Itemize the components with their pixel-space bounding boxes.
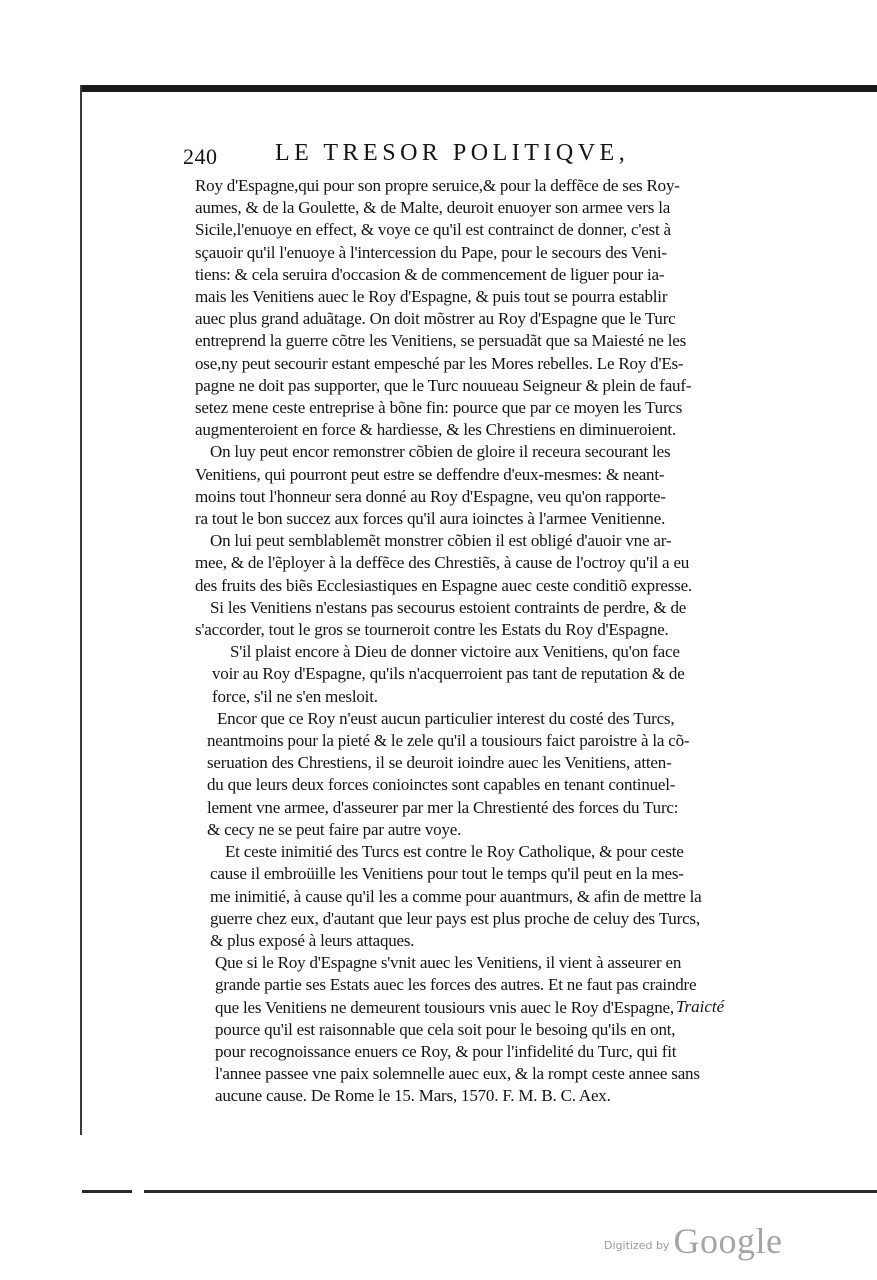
text-line: lement vne armee, d'asseurer par mer la Chrestienté des forces du Turc: bbox=[207, 797, 679, 817]
text-line: On lui peut semblablemẽt monstrer cõbien il est obligé d'auoir vne ar- bbox=[210, 531, 672, 551]
text-line: Si les Venitiens n'estans pas secourus estoient contraints de perdre, & de bbox=[210, 597, 687, 617]
text-line: tiens: & cela seruira d'occasion & de commencement de liguer pour ia- bbox=[195, 264, 665, 284]
text-line: Sicile,l'enuoye en effect, & voye ce qu'il est contrainct de donner, c'est à bbox=[195, 220, 671, 240]
scan-border-bottom bbox=[82, 1190, 877, 1193]
text-line: voir au Roy d'Espagne, qu'ils n'acquerroient pas tant de reputation & de bbox=[212, 664, 685, 684]
text-line: pagne ne doit pas supporter, que le Turc nouueau Seigneur & plein de fauf- bbox=[195, 375, 692, 395]
text-line: Et ceste inimitié des Turcs est contre le Roy Catholique, & pour ceste bbox=[225, 842, 684, 862]
text-line: augmenteroient en force & hardiesse, & les Chrestiens en diminueroient. bbox=[195, 420, 677, 440]
text-line: neantmoins pour la pieté & le zele qu'il a tousiours faict paroistre à la cõ- bbox=[207, 731, 690, 751]
text-line: sçauoir qu'il l'enuoye à l'intercession du Pape, pour le secours des Veni- bbox=[195, 242, 667, 262]
text-line: moins tout l'honneur sera donné au Roy d'Espagne, veu qu'on rapporte- bbox=[195, 486, 666, 506]
text-line: mais les Venitiens auec le Roy d'Espagne, & puis tout se pourra establir bbox=[195, 287, 668, 307]
text-line: mee, & de l'ẽployer à la deffẽce des Chrestiẽs, à cause de l'octroy qu'il a eu bbox=[195, 553, 690, 573]
text-line: grande partie ses Estats auec les forces des autres. Et ne faut pas craindre bbox=[215, 975, 697, 995]
text-line: ra tout le bon succez aux forces qu'il aura ioinctes à l'armee Venitienne. bbox=[195, 509, 666, 529]
text-line: Encor que ce Roy n'eust aucun particulier interest du costé des Turcs, bbox=[217, 708, 675, 728]
text-line: l'annee passee vne paix solemnelle auec eux, & la rompt ceste annee sans bbox=[215, 1064, 700, 1084]
text-line: seruation des Chrestiens, il se deuroit ioindre auec les Venitiens, atten- bbox=[207, 753, 672, 773]
text-line: du que leurs deux forces conioinctes sont capables en tenant continuel- bbox=[207, 775, 676, 795]
text-line: cause il embroüille les Venitiens pour tout le temps qu'il peut en la mes- bbox=[210, 864, 684, 884]
text-line: des fruits des biẽs Ecclesiastiques en Espagne auec ceste conditiõ expresse. bbox=[195, 575, 692, 595]
text-line: ose,ny peut secourir estant empesché par les Mores rebelles. Le Roy d'Es- bbox=[195, 353, 684, 373]
text-line: Venitiens, qui pourront peut estre se deffendre d'eux-mesmes: & neant- bbox=[195, 464, 665, 484]
page-header bbox=[183, 140, 653, 170]
text-line: aucune cause. De Rome le 15. Mars, 1570. F. M. B. C. Aex. bbox=[215, 1086, 611, 1106]
running-title: LE TRESOR POLITIQVE, bbox=[275, 140, 630, 166]
text-line: aumes, & de la Goulette, & de Malte, deuroit enuoyer son armee vers la bbox=[195, 198, 671, 218]
text-line: On luy peut encor remonstrer cõbien de gloire il receura secourant les bbox=[210, 442, 671, 462]
text-line: pource qu'il est raisonnable que cela soit pour le besoing qu'ils en ont, bbox=[215, 1019, 676, 1039]
text-line: force, s'il ne s'en mesloit. bbox=[212, 686, 378, 706]
scan-border-top bbox=[80, 85, 877, 92]
text-line: me inimitié, à cause qu'il les a comme pour auantmurs, & afin de mettre la bbox=[210, 886, 702, 906]
text-line: guerre chez eux, d'autant que leur pays est plus proche de celuy des Turcs, bbox=[210, 908, 700, 928]
text-line: Que si le Roy d'Espagne s'vnit auec les Venitiens, il vient à asseurer en bbox=[215, 953, 682, 973]
text-line: auec plus grand aduãtage. On doit mõstrer au Roy d'Espagne que le Turc bbox=[195, 309, 676, 329]
digitized-watermark bbox=[604, 1220, 782, 1260]
scan-border-left bbox=[80, 85, 82, 1135]
catchword: Traicté bbox=[676, 997, 725, 1016]
page-body bbox=[195, 175, 735, 1108]
text-line: & plus exposé à leurs attaques. bbox=[210, 930, 415, 950]
scan-border-gap bbox=[132, 1189, 144, 1195]
text-line: setez mene ceste entreprise à bõne fin: pource que par ce moyen les Turcs bbox=[195, 398, 683, 418]
text-line: & cecy ne se peut faire par autre voye. bbox=[207, 819, 462, 839]
page-number: 240 bbox=[183, 144, 218, 169]
text-line: pour recognoissance enuers ce Roy, & pour l'infidelité du Turc, qui fit bbox=[215, 1041, 677, 1061]
watermark-prefix: Digitized by bbox=[604, 1239, 670, 1252]
text-line: entreprend la guerre cõtre les Venitiens, se persuadãt que sa Maiesté ne les bbox=[195, 331, 686, 351]
google-logo-text: Google bbox=[673, 1221, 783, 1261]
text-line: s'accorder, tout le gros se tourneroit contre les Estats du Roy d'Espagne. bbox=[195, 620, 669, 640]
text-line: que les Venitiens ne demeurent tousiours vnis auec le Roy d'Espagne, bbox=[215, 997, 674, 1017]
text-line: Roy d'Espagne,qui pour son propre seruice,& pour la deffẽce de ses Roy- bbox=[195, 176, 680, 195]
text-line: S'il plaist encore à Dieu de donner victoire aux Venitiens, qu'on face bbox=[230, 642, 680, 662]
